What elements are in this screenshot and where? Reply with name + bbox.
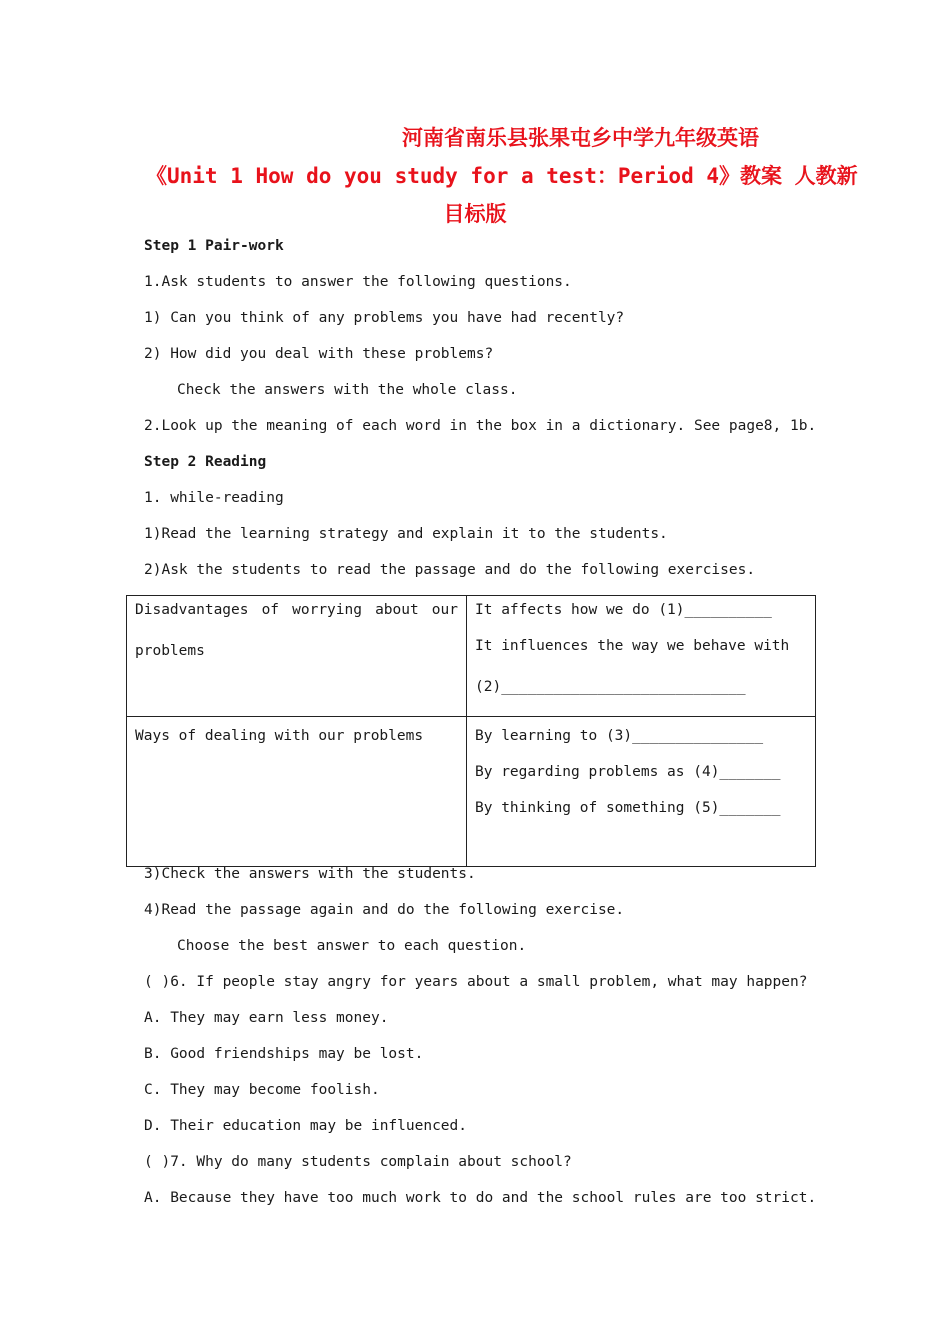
step1-question-2: 2) How did you deal with these problems? xyxy=(144,346,494,362)
blank-line-5: By thinking of something (5)_______ xyxy=(475,800,781,816)
question-6-option-a: A. They may earn less money. xyxy=(144,1010,389,1026)
question-7-option-a: A. Because they have too much work to do and the school rules are too strict. xyxy=(144,1190,817,1206)
step2-instruction-3: 3)Check the answers with the students. xyxy=(144,866,476,882)
step2-instruction-2: 2)Ask the students to read the passage and do the following exercises. xyxy=(144,562,756,578)
question-6-option-d: D. Their education may be influenced. xyxy=(144,1118,468,1134)
document-title-line-1: 河南省南乐县张果屯乡中学九年级英语 xyxy=(402,126,759,150)
cell-text: Ways of dealing with our problems xyxy=(135,728,424,744)
question-6-option-b: B. Good friendships may be lost. xyxy=(144,1046,424,1062)
question-6-option-c: C. They may become foolish. xyxy=(144,1082,380,1098)
choose-instruction: Choose the best answer to each question. xyxy=(177,938,527,954)
step1-heading: Step 1 Pair-work xyxy=(144,238,284,254)
step1-check-answers: Check the answers with the whole class. xyxy=(177,382,518,398)
blank-line-2: (2)____________________________ xyxy=(475,679,746,695)
step2-heading: Step 2 Reading xyxy=(144,454,267,470)
blank-line-1: It affects how we do (1)__________ xyxy=(475,602,772,618)
table-row xyxy=(127,596,816,717)
step1-lookup-words: 2.Look up the meaning of each word in the box in a dictionary. See page8, 1b. xyxy=(144,418,817,434)
cell-text: It influences the way we behave with xyxy=(475,638,790,654)
question-7: ( )7. Why do many students complain about school? xyxy=(144,1154,572,1170)
question-6: ( )6. If people stay angry for years about a small problem, what may happen? xyxy=(144,974,808,990)
table-cell-ways xyxy=(127,717,467,867)
document-title-line-2: 《Unit 1 How do you study for a test：Period 4》教案 人教新 xyxy=(146,164,858,188)
cell-text: Disadvantages of worrying about our problems xyxy=(135,602,458,659)
step2-while-reading: 1. while-reading xyxy=(144,490,284,506)
step2-instruction-4: 4)Read the passage again and do the following exercise. xyxy=(144,902,625,918)
document-title-line-3: 目标版 xyxy=(443,202,507,226)
table-cell-ways-answers xyxy=(467,717,816,867)
exercise-table xyxy=(126,595,816,867)
table-row xyxy=(127,717,816,867)
blank-line-3: By learning to (3)_______________ xyxy=(475,728,764,744)
step1-question-intro: 1.Ask students to answer the following questions. xyxy=(144,274,572,290)
table-cell-disadvantages xyxy=(127,596,467,717)
blank-line-4: By regarding problems as (4)_______ xyxy=(475,764,781,780)
table-cell-disadvantages-answers xyxy=(467,596,816,717)
step2-instruction-1: 1)Read the learning strategy and explain it to the students. xyxy=(144,526,668,542)
step1-question-1: 1) Can you think of any problems you have had recently? xyxy=(144,310,625,326)
